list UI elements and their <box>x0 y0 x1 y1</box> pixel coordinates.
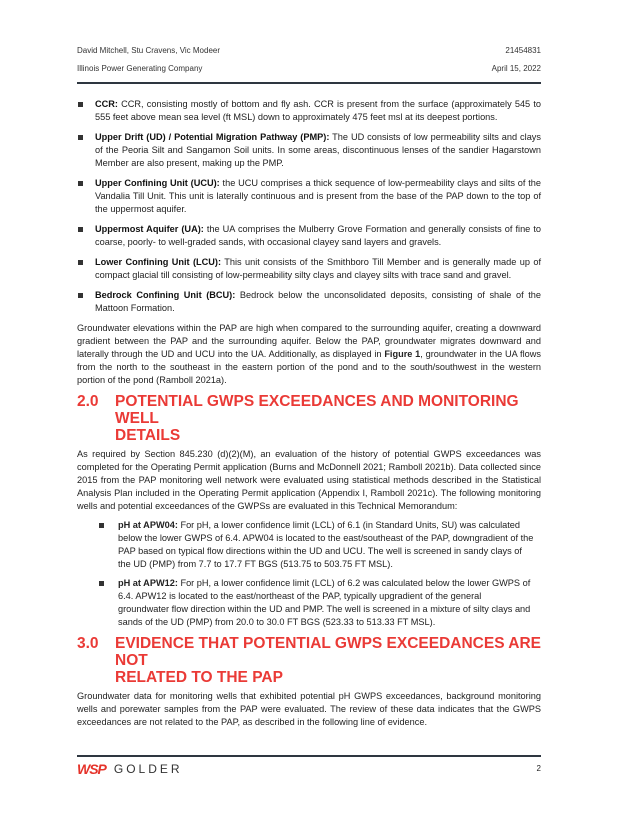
bullet-text: For pH, a lower confidence limit (LCL) of 6.1 (in Standard Units, SU) was calculated below the lower GWPS of 6.4. APW04 is located to the east/southeast of the PAP, downgradient of the PAP based on typical flow directions within the UD and UCU. The well is screened in sandy clays of the UD (PMP) from 7.7 to 17.7 FT BGS (513.75 to 503.75 FT MSL). <box>118 520 534 569</box>
bullet-label: Upper Drift (UD) / Potential Migration Pathway (PMP): <box>95 132 330 142</box>
bullet-label: Uppermost Aquifer (UA): <box>95 224 204 234</box>
section-2-heading <box>77 393 541 444</box>
bullet-bcu <box>77 289 541 315</box>
bullet-label: Upper Confining Unit (UCU): <box>95 178 220 188</box>
spacer <box>77 735 541 755</box>
bullet-text: CCR, consisting mostly of bottom and fly ash. CCR is present from the surface (approximately 545 to 555 feet above mean sea level (ft MSL) down to approximately 475 feet msl at its deepest portions. <box>95 99 541 122</box>
bullet-icon <box>99 523 104 528</box>
header-authors: David Mitchell, Stu Cravens, Vic Modeer <box>77 46 221 55</box>
bullet-label: pH at APW12: <box>118 578 178 588</box>
header-company: Illinois Power Generating Company <box>77 64 203 73</box>
bullet-icon <box>78 181 83 186</box>
bullet-ua <box>77 223 541 249</box>
bullet-ccr <box>77 98 541 124</box>
section-number: 2.0 <box>77 393 99 410</box>
bullet-label: Bedrock Confining Unit (BCU): <box>95 290 236 300</box>
bullet-text: The UD consists of low permeability silts and clays of the Peoria Silt and Sangamon Soil units. In some areas, discontinuous lenses of the sandier Hagarstown Member are also present, making up the PMP. <box>95 132 541 168</box>
bullet-text: For pH, a lower confidence limit (LCL) of 6.2 was calculated below the lower GWPS of 6.4. APW12 is located to the east/northeast of the PAP, typically upgradient of the general groundwater flow direction within the UD and PMP. The well is screened in a mixture of silty clays and sands of the UD (PMP) from 20.0 to 30.0 FT BGS (523.33 to 513.33 FT MSL). <box>118 578 531 627</box>
document-body <box>77 98 541 735</box>
section-title: RELATED TO THE PAP <box>115 669 283 686</box>
section-number: 3.0 <box>77 635 99 652</box>
section-title: DETAILS <box>115 427 181 444</box>
header-row-1 <box>77 46 541 56</box>
para-text: Groundwater elevations within the PAP are high when compared to the surrounding aquifer, creating a downward gradient between the PAP and the surrounding aquifer. Below the PAP, groundwater migrates downward and laterally through the UD and UCU into the UA. Additionally, as displayed in <box>77 323 541 359</box>
para-text: , groundwater in the UA flows from the north to the southeast in the eastern portion of the pond and to the south/southwest in the western portion of the pond (Ramboll 2021a). <box>77 349 541 385</box>
section-title: POTENTIAL GWPS EXCEEDANCES AND MONITORING WELL <box>115 393 519 427</box>
bullet-text: the UA comprises the Mulberry Grove Formation and generally consists of fine to coarse, poorly- to well-graded sands, with occasional clayey sand layers and gravels. <box>95 224 541 247</box>
bullet-lcu <box>77 256 541 282</box>
figure-reference: Figure 1 <box>384 349 421 359</box>
header-doc-number: 21454831 <box>505 46 541 55</box>
section-2-paragraph: As required by Section 845.230 (d)(2)(M), an evaluation of the history of potential GWPS exceedances was completed for the Operating Permit application (Burns and McDonnell 2021; Ramboll 2021b). Data collected since 2015 from the PAP monitoring well network were evaluated using statistical methods described in the Statistical Analysis Plan included in the Operating Permit application (Appendix I, Ramboll 2021c). The following monitoring wells and potential exceedances of the GWPSs are evaluated in this Technical Memorandum: <box>77 449 541 511</box>
section-3-paragraph: Groundwater data for monitoring wells that exhibited potential pH GWPS exceedances, background monitoring wells and porewater samples from the PAP were evaluated. The review of these data indicates that the GWPS exceedances are not related to the PAP, as described in the following line of evidence. <box>77 691 541 727</box>
bullet-icon <box>78 135 83 140</box>
bullet-icon <box>78 260 83 265</box>
section-title: EVIDENCE THAT POTENTIAL GWPS EXCEEDANCES ARE NOT <box>115 635 542 669</box>
bullet-text: the UCU comprises a thick sequence of low-permeability clays and silts of the Vandalia Till Unit. This unit is laterally continuous and is present from the base of the PAP down to the top of the uppermost aquifer. <box>95 178 541 214</box>
bullet-ucu <box>77 177 541 216</box>
bullet-label: CCR: <box>95 99 118 109</box>
page-number: 2 <box>536 764 541 773</box>
section-3-heading <box>77 635 541 686</box>
footer-logo <box>77 761 183 777</box>
bullet-text: Bedrock below the unconsolidated deposits, consisting of shale of the Mattoon Formation. <box>95 290 541 313</box>
header-date: April 15, 2022 <box>491 64 541 73</box>
bullet-text: This unit consists of the Smithboro Till Member and is generally made up of compact glacial till consisting of low-permeability silty clays and clayey silts with trace sand and gravel. <box>95 257 541 280</box>
bullet-icon <box>78 293 83 298</box>
wsp-logo: WSP <box>77 760 106 777</box>
bullet-ud <box>77 131 541 170</box>
bullet-label: Lower Confining Unit (LCU): <box>95 257 222 267</box>
sub-bullet-apw04 <box>77 519 541 571</box>
groundwater-paragraph <box>77 322 541 387</box>
bullet-icon <box>99 581 104 586</box>
bullet-label: pH at APW04: <box>118 520 178 530</box>
footer <box>77 757 541 817</box>
sub-bullet-apw12 <box>77 577 541 629</box>
bullet-icon <box>78 102 83 107</box>
header-rule <box>77 82 541 84</box>
header-row-2 <box>77 64 541 74</box>
golder-logo: GOLDER <box>113 761 183 776</box>
bullet-icon <box>78 227 83 232</box>
